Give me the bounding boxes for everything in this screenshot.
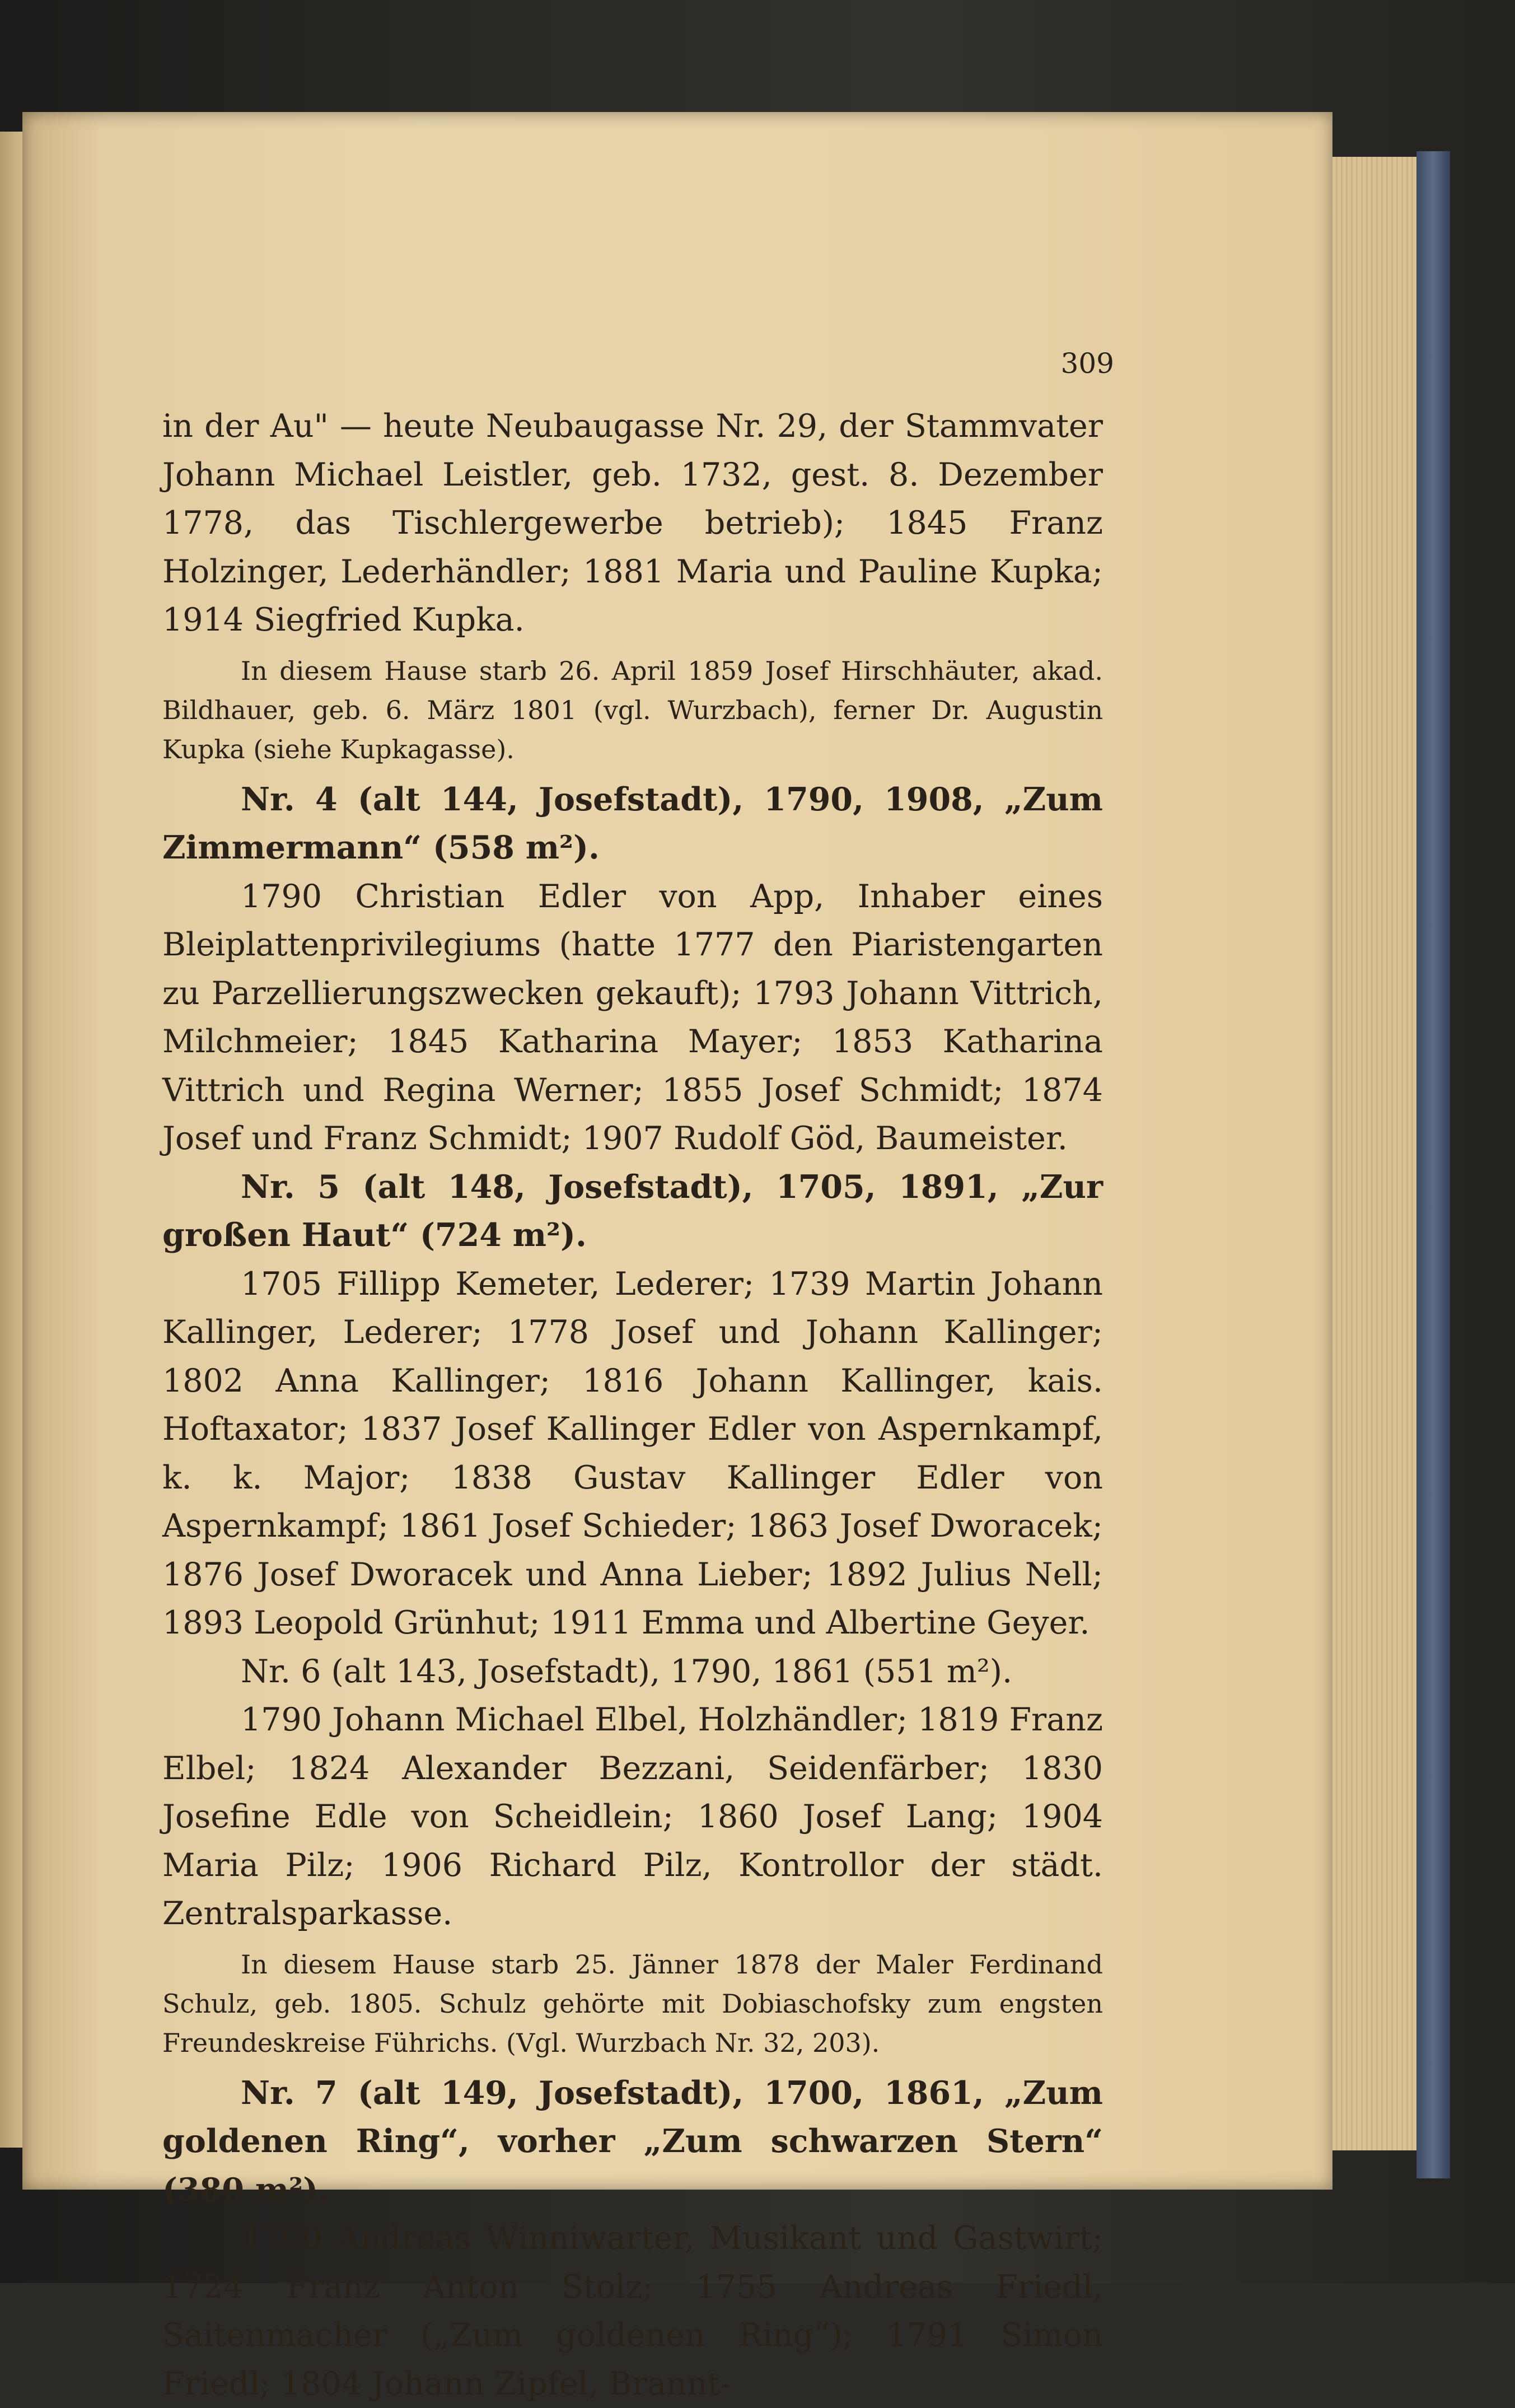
text-block	[162, 336, 1103, 2408]
left-page-edge	[0, 132, 22, 2148]
paragraph-1: in der Au" — heute Neubaugasse Nr. 29, der Stammvater Johann Michael Leistler, geb. 1732, gest. 8. Dezember 1778, das Tischlergewerbe betrieb); 1845 Franz Holzinger, Lederhändler; 1881 Maria und Pauline Kupka; 1914 Siegfried Kupka.	[162, 408, 1103, 638]
paragraph-nr5-owners: 1705 Fillipp Kemeter, Lederer; 1739 Martin Johann Kallinger, Lederer; 1778 Josef und Johann Kallinger; 1802 Anna Kallinger; 1816 Johann Kallinger, kais. Hoftaxator; 1837 Josef Kallinger Edler von Aspernkampf, k. k. Major; 1838 Gustav Kallinger Edler von Aspernkampf; 1861 Josef Schieder; 1863 Josef Dworacek; 1876 Josef Dworacek und Anna Lieber; 1892 Julius Nell; 1893 Leopold Grünhut; 1911 Emma und Albertine Geyer.	[162, 1265, 1103, 1641]
house-entry-nr5: Nr. 5 (alt 148, Josefstadt), 1705, 1891, „Zur großen Haut“ (724 m²).	[162, 1168, 1103, 1254]
page-edges	[1332, 157, 1416, 2150]
book-cover	[1416, 151, 1450, 2178]
paragraph-nr4-owners: 1790 Christian Edler von App, Inhaber eines Bleiplattenprivilegiums (hatte 1777 den Piaristengarten zu Parzellierungszwecken gekauft); 1793 Johann Vittrich, Milchmeier; 1845 Katharina Mayer; 1853 Katharina Vittrich und Regina Werner; 1855 Josef Schmidt; 1874 Josef und Franz Schmidt; 1907 Rudolf Göd, Baumeister.	[162, 878, 1103, 1157]
paragraph-nr6-owners: 1790 Johann Michael Elbel, Holzhändler; 1819 Franz Elbel; 1824 Alexander Bezzani, Seidenfärber; 1830 Josefine Edle von Scheidlein; 1860 Josef Lang; 1904 Maria Pilz; 1906 Richard Pilz, Kontrollor der städt. Zentralsparkasse.	[162, 1701, 1103, 1932]
house-entry-nr7: Nr. 7 (alt 149, Josefstadt), 1700, 1861, „Zum goldenen Ring“, vorher „Zum schwarzen Stern“ (380 m²).	[162, 2074, 1103, 2209]
house-entry-nr6: Nr. 6 (alt 143, Josefstadt), 1790, 1861 (551 m²).	[241, 1653, 1013, 1690]
house-entry-nr4: Nr. 4 (alt 144, Josefstadt), 1790, 1908, „Zum Zimmermann“ (558 m²).	[162, 780, 1103, 866]
paragraph-nr7-owners: 1700 Andreas Winniwarter, Musikant und Gastwirt; 1724 Franz Anton Stolz; 1755 Andreas Friedl, Saitenmacher („Zum goldenen Ring“); 1791 Simon Friedl; 1804 Johann Zipfel, Brannt-	[162, 2220, 1103, 2402]
note-1: In diesem Hause starb 26. April 1859 Josef Hirschhäuter, akad. Bildhauer, geb. 6. März 1801 (vgl. Wurzbach), ferner Dr. Augustin Kupka (siehe Kupkagasse).	[162, 655, 1103, 764]
page-number: 309	[1060, 347, 1114, 380]
note-2: In diesem Hause starb 25. Jänner 1878 der Maler Ferdinand Schulz, geb. 1805. Schulz gehörte mit Dobiaschofsky zum engsten Freundeskreise Führichs. (Vgl. Wurzbach Nr. 32, 203).	[162, 1949, 1103, 2058]
